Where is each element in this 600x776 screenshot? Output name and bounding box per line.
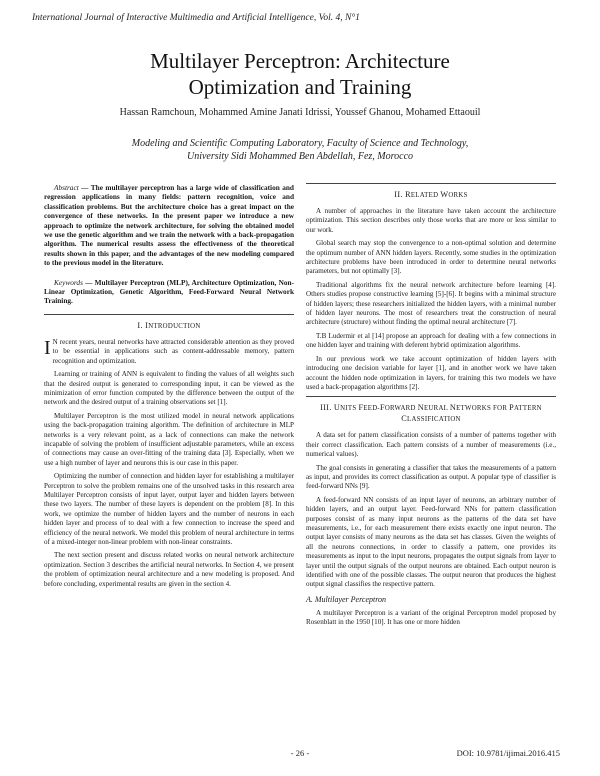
paper-title [0,48,600,100]
doi: DOI: 10.9781/ijimai.2016.415 [456,748,560,758]
title-line-2: Optimization and Training [188,75,412,99]
heading-initial: U [333,403,341,413]
related-paragraph-2: Global search may stop the convergence to a non-optimal solution and determine the optimum number of ANN hidden layers. Recently, some studies in the optimization architecture problems have been introduced in order to determine neural networks parameters, but not optimally [3]. [306,239,556,276]
heading-rest: NITS [340,405,359,413]
keywords [44,278,294,306]
heading-initial: F [358,403,364,413]
units-paragraph-2: The goal consists in generating a classifier that takes the measurements of a pattern as input, and provides its correct classification as output. A popular type of classifier is feed-forward NNs [9]. [306,463,556,491]
intro-paragraph-4: Optimizing the number of connection and hidden layer for establishing a multilayer Perceptron to solve the problem remains one of the unsolved tasks in this research area Multilayer Perceptron consists of input layer, output layer and hidden layers between these two layers. The number of these layers is dependent on the problem [8]. In this work, we optimize the number of hidden layers and the number of neurons in each hidden layer and process of to deal with a few connection to increase the speed and efficiency of the neural network. We model this problem of neural architecture in terms of a mixed-integer non-linear problem with non-linear constraints. [44,472,294,546]
abstract-lead: Abstract [54,183,79,192]
affiliation [0,137,600,163]
journal-header: International Journal of Interactive Multimedia and Artificial Intelligence, Vol. 4, N°1 [32,13,360,23]
page-number: - 26 - [290,748,310,758]
section-number: I. [137,320,143,330]
heading-rest: ORKS [448,192,468,199]
heading-initial: N [417,403,424,413]
heading-initial: C [401,414,407,424]
keywords-lead: Keywords [54,277,83,287]
section-heading-related-works [306,190,556,201]
heading-rest: ELATED [410,192,441,199]
affiliation-line-2: University Sidi Mohammed Ben Abdellah, Fez, Morocco [186,151,414,162]
related-paragraph-3: Traditional algorithms fix the neural network architecture before learning [4]. Others studies propose constructive learning [5]-[6]. It begins with a minimal structure of hidden layers; these researchers initialized the hidden layers, with a minimal number of hidden layer neurons. The most of researchers treat the construction of neural architecture (structure) without finding the optimal neural architecture [7]. [306,280,556,327]
subsection-heading: A. Multilayer Perceptron [306,594,387,604]
left-column [44,183,294,593]
heading-rest: EED- [363,405,380,413]
heading-rest: ORWARD [384,405,418,413]
heading-rest: ETWORKS FOR [456,405,510,413]
intro-paragraph-5: The next section present and discuss related works on neural network architecture optimization. Section 3 describes the artificial neural networks. In Section 4, we present the problem of optimization neural architecture and a new modeling is proposed. And before concluding, experimental results are given in the section 4. [44,551,294,588]
keywords-text: — Multilayer Perceptron (MLP), Architecture Optimization, Non-Linear Optimization, Genetic Algorithm, Feed-Forward Neural Network Training. [44,277,294,306]
units-paragraph-1: A data set for pattern classification consists of a number of patterns together with their correct classification. Each pattern consists of a number of measurements (i.e., numerical values). [306,431,556,459]
section-rule [306,396,556,397]
related-paragraph-4: T.B Ludermir et al [14] propose an approach for dealing with a few connections in one hidden layer and training with deferent hybrid optimization algorithms. [306,331,556,350]
author-list: Hassan Ramchoun, Mohammed Amine Janati Idrissi, Youssef Ghanou, Mohamed Ettaouil [119,107,481,118]
abstract [44,183,294,268]
heading-rest: EURAL [423,405,450,413]
title-line-1: Multilayer Perceptron: Architecture [150,49,450,73]
right-column [306,183,556,632]
heading-initial: P [509,403,515,413]
related-paragraph-5: In our previous work we take account optimization of hidden layers with introducing one decision variable for layer [1], and in another work we have taken account the hidden node optimization in layers, for training this two models we have used a back-propagation algorithms [2]. [306,354,556,391]
section-rule [44,314,294,315]
section-heading-units [306,403,556,425]
intro-paragraph-2: Learning or training of ANN is equivalent to finding the values of all weights such that the desired output is generated to corresponding input, it can be viewed as the minimization of error function computed by the difference between the output of the network and the desired output of a training observations set [1]. [44,370,294,407]
heading-initial: R [405,190,411,199]
paragraph-text: N recent years, neural networks have attracted considerable attention as they proved to be essential in applications such as content-addressable memory, pattern recognition and optimization. [52,337,294,365]
units-paragraph-3: A feed-forward NN consists of an input layer of neurons, an arbitrary number of hidden layers, and an output layer. Feed-forward NNs for pattern classification purposes consist of as many input neurons as the patterns of the data set have measurements, i.e., for each measurement there exists exactly one input neuron. The output layer consists of many neurons as the data set has classes. Given the weights of all the neurons connections, in order to classify a pattern, one provides its measurements as input to the input neurons, propagates the output signals from layer to layer until the output signals of the output neurons are obtained. Each output neuron is identified with one of the possible classes. The output neuron that produces the highest output signal classifies the respective pattern. [306,495,556,589]
section-rule [306,183,556,184]
heading-rest: ATTERN [514,405,542,413]
units-paragraph-4: A multilayer Perceptron is a variant of the original Perceptron model proposed by Rosenblatt in the 1950 [10]. It has one or more hidden [306,608,556,627]
related-paragraph-1: A number of approaches in the literature have taken account the architecture optimization. This section describes only those works that are more or less similar to our work. [306,207,556,234]
heading-initial: F [379,403,385,413]
section-number: III. [320,403,332,413]
intro-paragraph-3: Multilayer Perceptron is the most utilized model in neural network applications using the back-propagation training algorithm. The definition of architecture in MLP networks is a very relevant point, as a lack of connections can make the network incapable of solving the problem of insufficient adjustable parameters, while an excess of connections may cause an over-fitting of the training data [3]. Especially, when we use a high number of layer and neurons this is our case in this paper. [44,411,294,467]
heading-initial: N [449,403,457,413]
heading-rest: LASSIFICATION [407,416,461,424]
heading-initial: W [440,190,449,199]
affiliation-line-1: Modeling and Scientific Computing Laboratory, Faculty of Science and Technology, [131,138,469,149]
abstract-text: — The multilayer perceptron has a large wide of classification and regression applications in many fields: pattern recognition, voice and classification problems. But the architecture choice has a great impact on the convergence of these networks. In the present paper we introduce a new approach to optimize the network architecture, for solving the obtained model we use the genetic algorithm and we train the network with a back-propagation algorithm. The numerical results assess the effectiveness of the theoretical results shown in this paper, and the advantages of the new modeling compared to the previous model in the literature. [44,183,294,268]
intro-paragraph-1 [44,338,294,366]
section-heading-introduction [44,321,294,332]
heading-initial: I [145,320,149,330]
heading-rest: NTRODUCTION [148,322,201,330]
section-number: II. [394,190,403,199]
drop-cap: I [44,336,51,359]
